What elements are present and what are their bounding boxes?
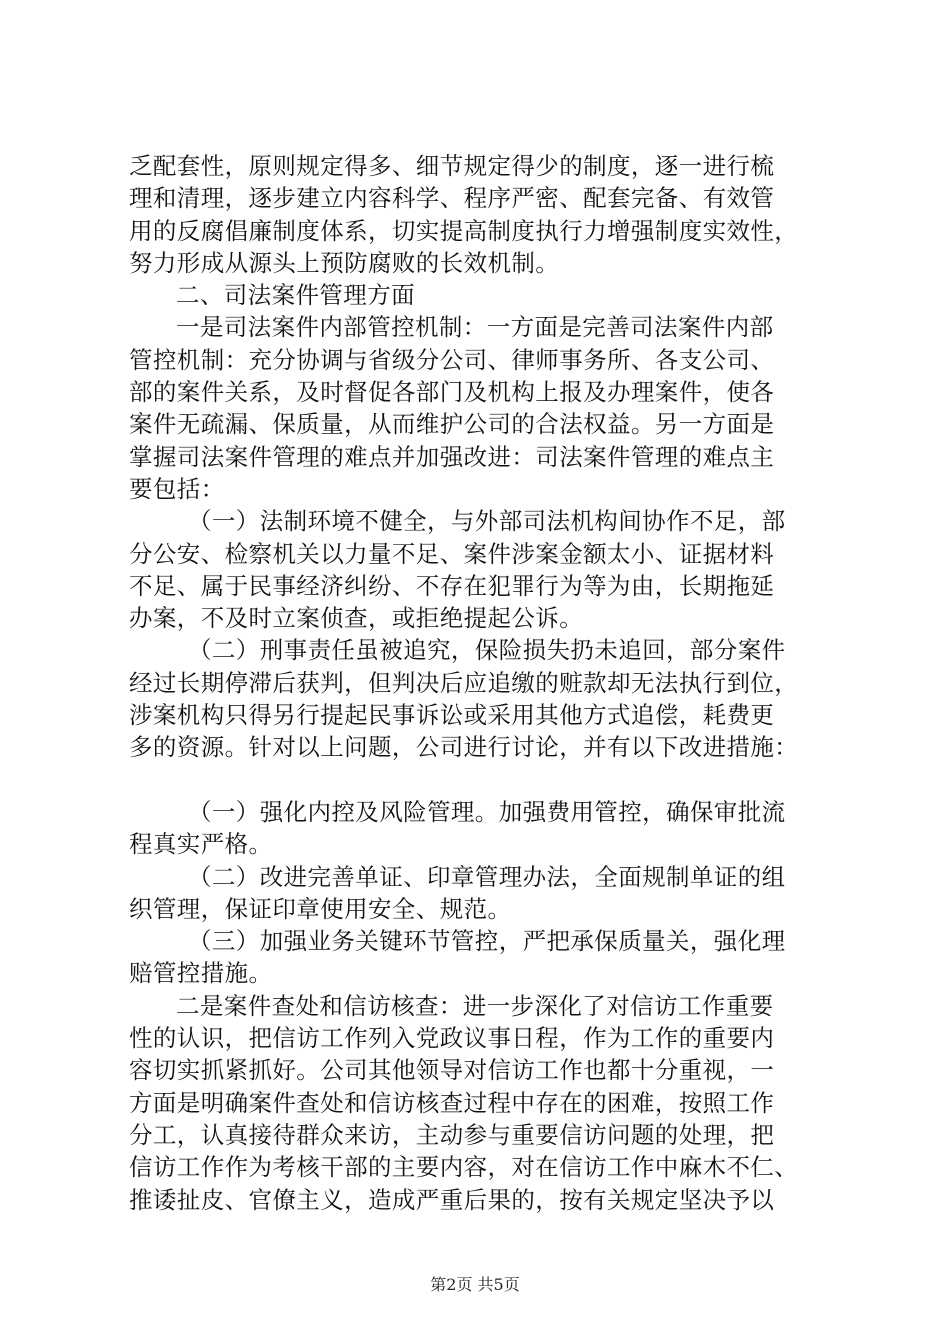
text-line: 程真实严格。	[129, 830, 273, 859]
text-line: 涉案机构只得另行提起民事诉讼或采用其他方式追偿，耗费更	[129, 701, 775, 730]
text-line: 推诿扯皮、官僚主义，造成严重后果的，按有关规定坚决予以	[129, 1185, 775, 1214]
text-line: 案件无疏漏、保质量，从而维护公司的合法权益。另一方面是	[129, 410, 775, 439]
page-number: 第2页 共5页	[430, 1275, 520, 1294]
text-line: 容切实抓紧抓好。公司其他领导对信访工作也都十分重视，一	[129, 1056, 775, 1085]
text-line: 理和清理，逐步建立内容科学、程序严密、配套完备、有效管	[129, 184, 775, 213]
text-line: 分公安、检察机关以力量不足、案件涉案金额太小、证据材料	[129, 539, 775, 568]
text-line: 不足、属于民事经济纠纷、不存在犯罪行为等为由，长期拖延	[129, 571, 775, 600]
text-line: （一）法制环境不健全，与外部司法机构间协作不足，部	[188, 507, 786, 536]
text-line: 要包括：	[129, 474, 225, 503]
text-line: 二是案件查处和信访核查：进一步深化了对信访工作重要	[176, 991, 774, 1020]
text-line: 一是司法案件内部管控机制：一方面是完善司法案件内部	[176, 313, 774, 342]
text-line: 办案，不及时立案侦查，或拒绝提起公诉。	[129, 604, 584, 633]
text-line: 信访工作作为考核干部的主要内容，对在信访工作中麻木不仁、	[129, 1153, 799, 1182]
text-line: 经过长期停滞后获判，但判决后应追缴的赃款却无法执行到位，	[129, 668, 799, 697]
page-footer	[0, 1275, 950, 1295]
text-line: 管控机制：充分协调与省级分公司、律师事务所、各支公司、	[129, 345, 775, 374]
text-line: 织管理，保证印章使用安全、规范。	[129, 894, 512, 923]
paragraph-spacer	[129, 764, 833, 796]
text-line: 方面是明确案件查处和信访核查过程中存在的困难，按照工作	[129, 1088, 775, 1117]
text-line: （二）改进完善单证、印章管理办法，全面规制单证的组	[188, 862, 786, 891]
text-line: 努力形成从源头上预防腐败的长效机制。	[129, 248, 560, 277]
text-line: 乏配套性，原则规定得多、细节规定得少的制度，逐一进行梳	[129, 152, 775, 180]
text-line: 用的反腐倡廉制度体系，切实提高制度执行力增强制度实效性，	[129, 216, 799, 245]
text-line: 分工，认真接待群众来访，主动参与重要信访问题的处理，把	[129, 1120, 775, 1149]
text-line: 赔管控措施。	[129, 959, 273, 988]
text-line: （二）刑事责任虽被追究，保险损失扔未追回，部分案件	[188, 636, 786, 665]
text-line: 掌握司法案件管理的难点并加强改进：司法案件管理的难点主	[129, 442, 775, 471]
text-line: 性的认识，把信访工作列入党政议事日程，作为工作的重要内	[129, 1024, 775, 1053]
text-line: （一）强化内控及风险管理。加强费用管控，确保审批流	[188, 797, 786, 826]
text-line: 多的资源。针对以上问题，公司进行讨论，并有以下改进措施：	[129, 733, 799, 762]
text-line: 部的案件关系，及时督促各部门及机构上报及办理案件，使各	[129, 378, 775, 407]
text-line: （三）加强业务关键环节管控，严把承保质量关，强化理	[188, 927, 786, 956]
section-heading: 二、司法案件管理方面	[176, 281, 415, 310]
document-body	[129, 150, 833, 1216]
